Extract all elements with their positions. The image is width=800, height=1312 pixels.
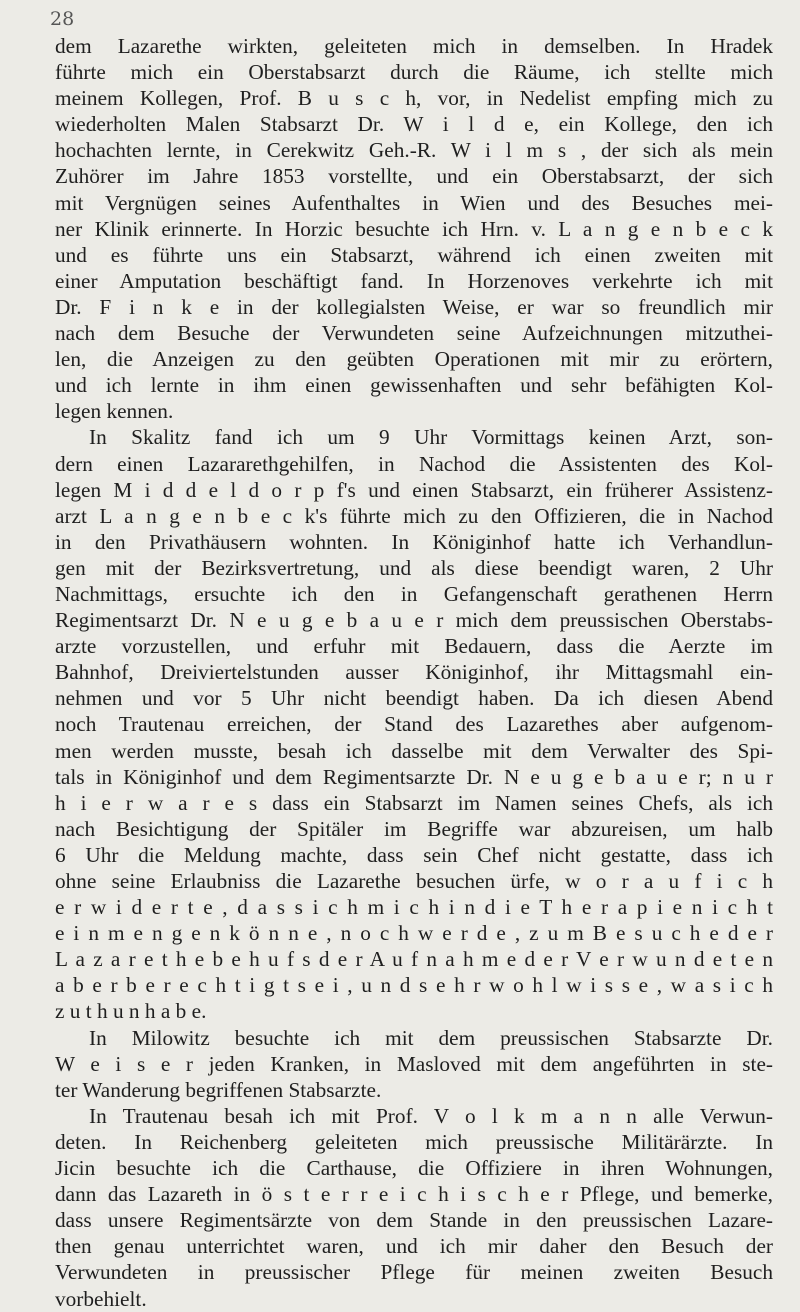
text-line: Regimentsarzt Dr. N e u g e b a u e r mich dem preussischen Oberstabs- [55,608,773,633]
text-line: hochachten lernte, in Cerekwitz Geh.-R. W i l m s , der sich als mein [55,138,773,163]
text-line: führte mich ein Oberstabsarzt durch die Räume, ich stellte mich [55,60,773,85]
text-line: nehmen und vor 5 Uhr nicht beendigt haben. Da ich diesen Abend [55,686,773,711]
text-line: Zuhörer im Jahre 1853 vorstellte, und ein Oberstabsarzt, der sich [55,164,773,189]
text-line: In Skalitz fand ich um 9 Uhr Vormittags keinen Arzt, son- [89,425,773,450]
body-text [55,33,773,1312]
text-line: arzte vorzustellen, und erfuhr mit Bedauern, dass die Aerzte im [55,634,773,659]
text-line: deten. In Reichenberg geleiteten mich preussische Militärärzte. In [55,1129,773,1154]
text-line: ner Klinik erinnerte. In Horzic besuchte ich Hrn. v. L a n g e n b e c k [55,216,773,241]
page-number: 28 [50,8,75,30]
text-line: z u t h u n h a b e. [55,999,207,1024]
text-line: Verwundeten in preussischer Pflege für meinen zweiten Besuch [55,1260,773,1285]
text-line: nach Besichtigung der Spitäler im Begriffe war abzureisen, um halb [55,816,773,841]
text-line: Jicin besuchte ich die Carthause, die Offiziere in ihren Wohnungen, [55,1156,773,1181]
text-line: dem Lazarethe wirkten, geleiteten mich in demselben. In Hradek [55,34,773,58]
text-line: mit Vergnügen seines Aufenthaltes in Wien und des Besuches mei- [55,190,773,215]
text-line: e r w i d e r t e , d a s s i c h m i c h i n d i e T h e r a p i e n i c h t [55,895,773,920]
text-line: nach dem Besuche der Verwundeten seine Aufzeichnungen mitzuthei- [55,321,773,346]
text-line: wiederholten Malen Stabsarzt Dr. W i l d e, ein Kollege, den ich [55,112,773,137]
text-line: a b e r b e r e c h t i g t s e i , u n d s e h r w o h l w i s s e , w a s i c h [55,973,773,998]
text-line: men werden musste, besah ich dasselbe mit dem Verwalter des Spi- [55,738,773,763]
text-line: In Trautenau besah ich mit Prof. V o l k m a n n alle Verwun- [89,1103,773,1128]
text-line: In Milowitz besuchte ich mit dem preussischen Stabsarzte Dr. [89,1025,773,1050]
text-line: W e i s e r jeden Kranken, in Masloved mit dem angeführten in ste- [55,1051,773,1076]
text-line: ter Wanderung begriffenen Stabsarzte. [55,1077,382,1102]
text-line: len, die Anzeigen zu den geübten Operationen mit mir zu erörtern, [55,347,773,372]
text-line: legen kennen. [55,399,174,424]
text-line: arzt L a n g e n b e c k's führte mich zu den Offizieren, die in Nachod [55,503,773,528]
text-line: ohne seine Erlaubniss die Lazarethe besuchen ürfe, w o r a u f i c h [55,869,773,893]
text-line: noch Trautenau erreichen, der Stand des Lazarethes aber aufgenom- [55,712,773,737]
text-line: in den Privathäusern wohnten. In Königinhof hatte ich Verhandlun- [55,529,773,554]
text-line: meinem Kollegen, Prof. B u s c h, vor, in Nedelist empfing mich zu [55,86,773,111]
text-line: legen M i d d e l d o r p f's und einen Stabsarzt, ein früherer Assistenz- [55,477,773,502]
text-line: L a z a r e t h e b e h u f s d e r A u f n a h m e d e r V e r w u n d e t e n [55,947,773,972]
text-line: Bahnhof, Dreiviertelstunden ausser Königinhof, ihr Mittagsmahl ein- [55,660,773,685]
text-line: Dr. F i n k e in der kollegialsten Weise, er war so freundlich mir [55,294,773,319]
text-line: gen mit der Bezirksvertretung, und als diese beendigt waren, 2 Uhr [55,555,773,580]
text-line: dern einen Lazararethgehilfen, in Nachod die Assistenten des Kol- [55,451,773,476]
text-line: Nachmittags, ersuchte ich den in Gefangenschaft gerathenen Herrn [55,581,773,606]
text-line: dass unsere Regimentsärzte von dem Stande in den preussischen Lazare- [55,1208,773,1233]
text-line: und ich lernte in ihm einen gewissenhaften und sehr befähigten Kol- [55,373,773,398]
text-line: und es führte uns ein Stabsarzt, während ich einen zweiten mit [55,242,773,267]
text-line: h i e r w a r e s dass ein Stabsarzt im Namen seines Chefs, als ich [55,790,773,815]
text-line: tals in Königinhof und dem Regimentsarzte Dr. N e u g e b a u e r; n u r [55,764,773,789]
text-line: einer Amputation beschäftigt fand. In Horzenoves verkehrte ich mit [55,268,773,293]
text-line: e i n m e n g e n k ö n n e , n o c h w e r d e , z u m B e s u c h e d e r [55,921,773,946]
text-line: dann das Lazareth in ö s t e r r e i c h i s c h e r Pflege, und bemerke, [55,1182,773,1207]
text-line: vorbehielt. [55,1286,147,1311]
text-line: then genau unterrichtet waren, und ich mir daher den Besuch der [55,1234,773,1259]
text-line: 6 Uhr die Meldung machte, dass sein Chef nicht gestatte, dass ich [55,842,773,867]
